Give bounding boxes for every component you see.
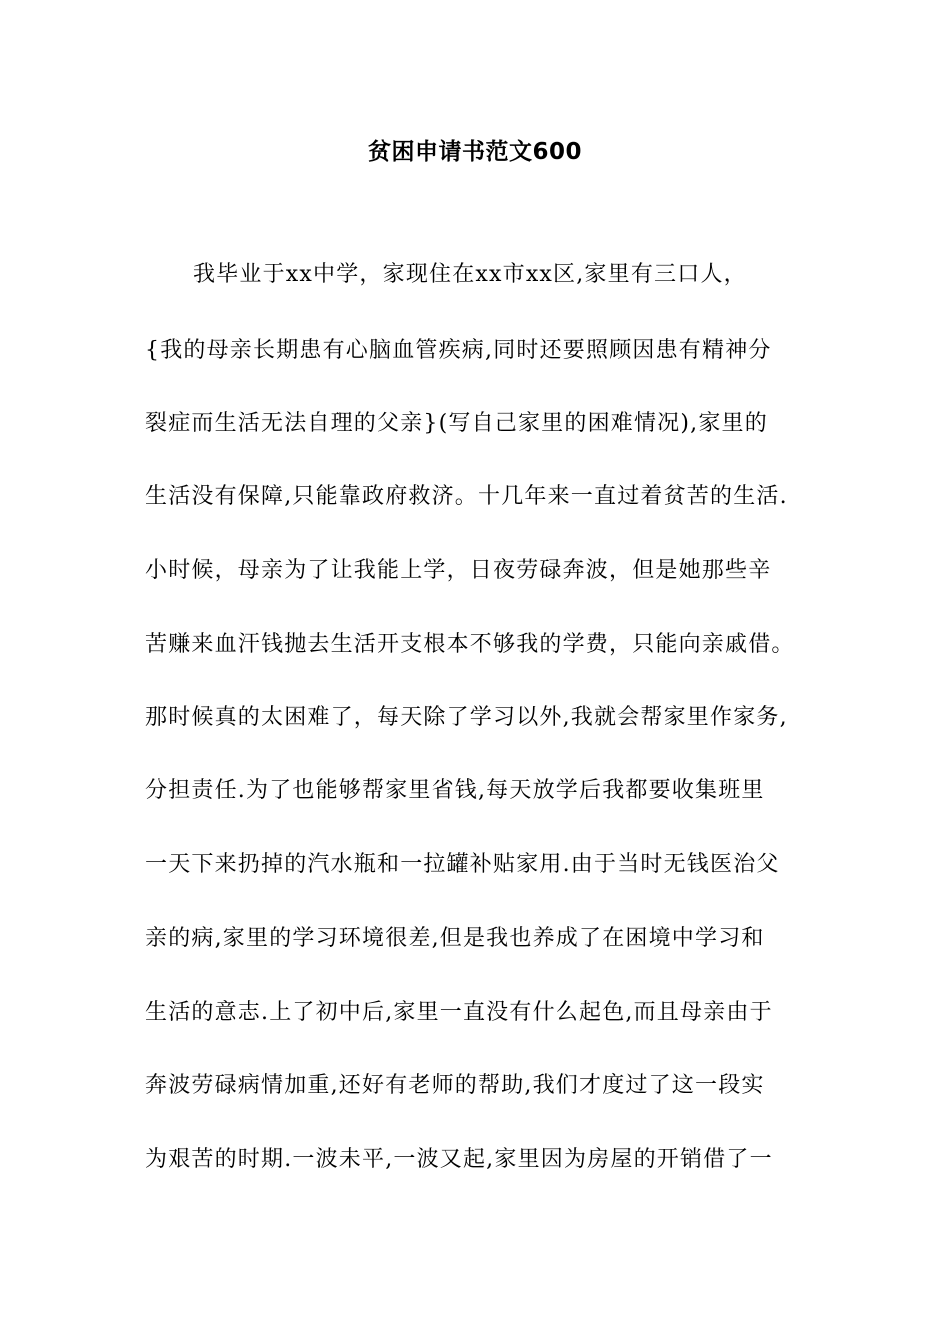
- paragraph-line: 一天下来扔掉的汽水瓶和一拉罐补贴家用.由于当时无钱医治父: [145, 852, 780, 877]
- paragraph-line: 为艰苦的时期.一波未平,一波又起,家里因为房屋的开销借了一: [145, 1147, 773, 1172]
- paragraph-line: 我毕业于xx中学，家现住在xx市xx区,家里有三口人，: [193, 262, 747, 287]
- document-title: 贫困申请书范文600: [367, 139, 582, 165]
- paragraph-line: 生活没有保障,只能靠政府救济。十几年来一直过着贫苦的生活.: [145, 484, 788, 509]
- paragraph-line: 分担责任.为了也能够帮家里省钱,每天放学后我都要收集班里: [145, 778, 765, 803]
- paragraph-line: 苦赚来血汗钱抛去生活开支根本不够我的学费，只能向亲戚借。: [145, 632, 795, 657]
- paragraph-line: 生活的意志.上了初中后,家里一直没有什么起色,而且母亲由于: [145, 1000, 773, 1025]
- paragraph-line: {我的母亲长期患有心脑血管疾病,同时还要照顾因患有精神分: [145, 338, 772, 363]
- paragraph-line: 亲的病,家里的学习环境很差,但是我也养成了在困境中学习和: [145, 926, 765, 951]
- paragraph-line: 小时候，母亲为了让我能上学，日夜劳碌奔波，但是她那些辛: [145, 558, 772, 583]
- paragraph-line: 裂症而生活无法自理的父亲}(写自己家里的困难情况),家里的: [145, 411, 768, 436]
- paragraph-line: 奔波劳碌病情加重,还好有老师的帮助,我们才度过了这一段实: [145, 1073, 765, 1098]
- paragraph-line: 那时候真的太困难了，每天除了学习以外,我就会帮家里作家务,: [145, 705, 788, 730]
